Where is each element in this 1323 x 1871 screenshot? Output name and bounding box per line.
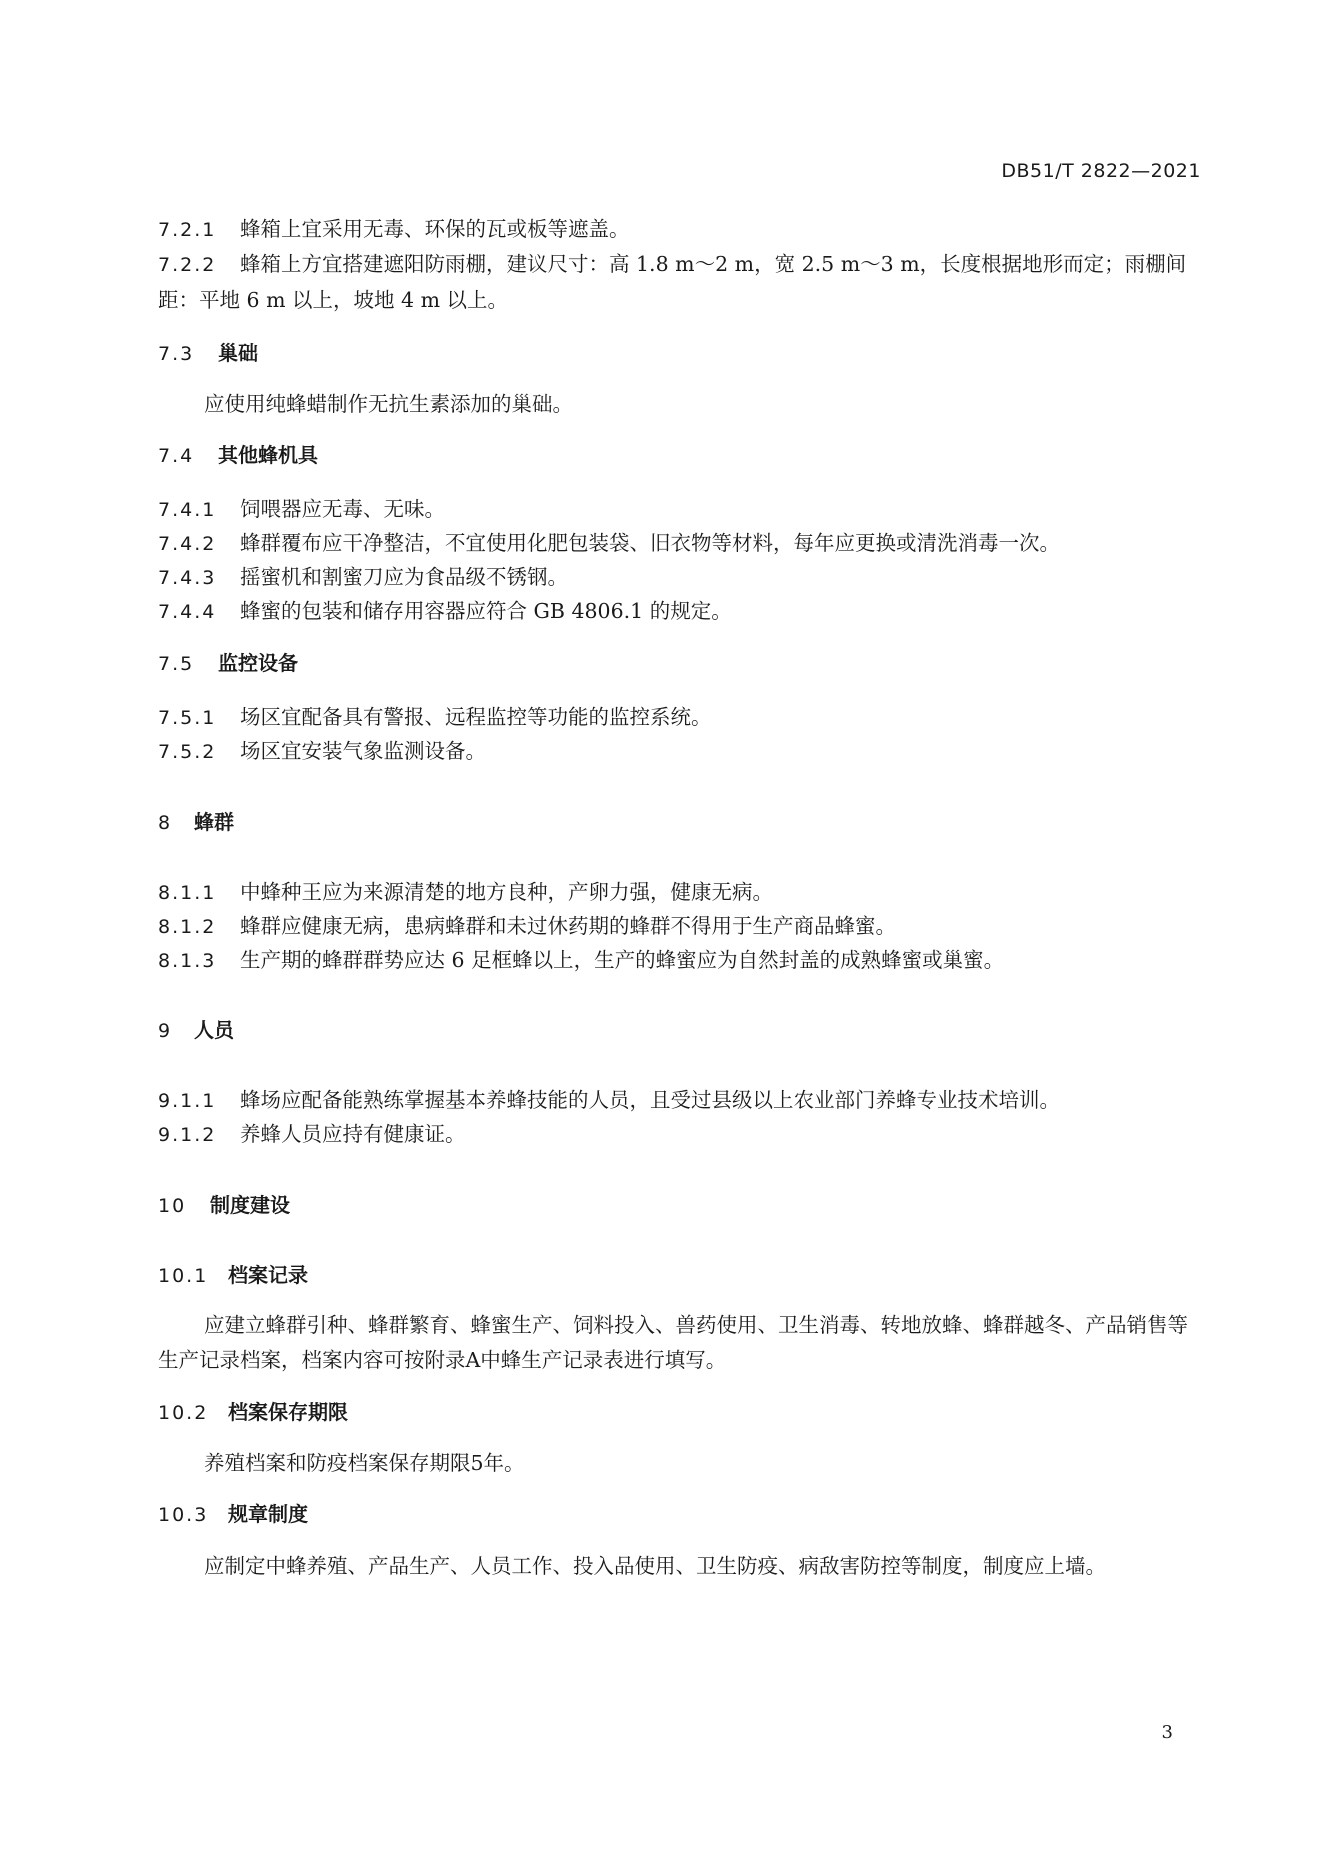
clause-7-4-3 (158, 562, 1198, 593)
clause-number: 7.4.1 (158, 499, 217, 521)
paragraph-10-2: 养殖档案和防疫档案保存期限5年。 (204, 1451, 525, 1475)
section-number: 10.3 (158, 1504, 209, 1526)
chapter-heading-10 (158, 1190, 1198, 1221)
chapter-title: 制度建设 (210, 1193, 290, 1217)
clause-9-1-2 (158, 1119, 1198, 1150)
clause-8-1-2 (158, 911, 1198, 942)
section-title: 规章制度 (228, 1502, 308, 1526)
clause-number: 8.1.3 (158, 950, 217, 972)
clause-text: 场区宜配备具有警报、远程监控等功能的监控系统。 (240, 705, 712, 729)
section-title: 监控设备 (218, 651, 298, 675)
clause-text: 生产期的蜂群群势应达 6 足框蜂以上，生产的蜂蜜应为自然封盖的成熟蜂蜜或巢蜜。 (240, 948, 1005, 972)
section-number: 10.2 (158, 1402, 209, 1424)
chapter-number: 9 (158, 1020, 173, 1042)
chapter-heading-9 (158, 1015, 1198, 1046)
section-heading-10-1 (158, 1260, 1198, 1291)
clause-7-5-2 (158, 736, 1198, 767)
section-title: 其他蜂机具 (218, 443, 318, 467)
clause-7-2-1 (158, 214, 1198, 245)
page-number: 3 (1161, 1722, 1173, 1743)
clause-8-1-1 (158, 877, 1198, 908)
clause-text: 摇蜜机和割蜜刀应为食品级不锈钢。 (240, 565, 568, 589)
clause-number: 7.5.1 (158, 707, 217, 729)
paragraph-7-3: 应使用纯蜂蜡制作无抗生素添加的巢础。 (204, 392, 573, 416)
section-heading-10-3 (158, 1499, 1198, 1530)
clause-text: 饲喂器应无毒、无味。 (240, 497, 445, 521)
clause-number: 7.4.2 (158, 533, 217, 555)
clause-number: 9.1.2 (158, 1124, 217, 1146)
clause-7-2-2 (158, 247, 1198, 318)
clause-8-1-3 (158, 945, 1198, 976)
clause-7-4-1 (158, 494, 1198, 525)
clause-text: 场区宜安装气象监测设备。 (240, 739, 486, 763)
clause-number: 7.4.3 (158, 567, 217, 589)
clause-text: 中蜂种王应为来源清楚的地方良种，产卵力强，健康无病。 (240, 880, 773, 904)
clause-text: 蜂箱上宜采用无毒、环保的瓦或板等遮盖。 (240, 217, 630, 241)
clause-7-4-4 (158, 596, 1198, 627)
section-title: 档案记录 (228, 1263, 308, 1287)
section-title: 档案保存期限 (228, 1400, 348, 1424)
paragraph-10-1: 应建立蜂群引种、蜂群繁育、蜂蜜生产、饲料投入、兽药使用、卫生消毒、转地放蜂、蜂群越冬、产品销售等生产记录档案，档案内容可按附录A中蜂生产记录表进行填写。 (158, 1313, 1188, 1372)
chapter-number: 8 (158, 812, 173, 834)
paragraph-10-3: 应制定中蜂养殖、产品生产、人员工作、投入品使用、卫生防疫、病敌害防控等制度，制度应上墙。 (204, 1554, 1106, 1578)
section-heading-10-2 (158, 1397, 1198, 1428)
clause-number: 8.1.1 (158, 882, 217, 904)
clause-number: 7.2.2 (158, 254, 217, 276)
clause-number: 7.2.1 (158, 219, 217, 241)
clause-9-1-1 (158, 1085, 1198, 1116)
clause-text: 蜂群应健康无病，患病蜂群和未过休药期的蜂群不得用于生产商品蜂蜜。 (240, 914, 896, 938)
clause-text: 养蜂人员应持有健康证。 (240, 1122, 466, 1146)
document-code: DB51/T 2822—2021 (1001, 160, 1201, 182)
clause-text: 蜂蜜的包装和储存用容器应符合 GB 4806.1 的规定。 (240, 599, 732, 623)
clause-7-4-2 (158, 528, 1198, 559)
clause-number: 8.1.2 (158, 916, 217, 938)
clause-number: 7.4.4 (158, 601, 217, 623)
clause-text: 蜂箱上方宜搭建遮阳防雨棚，建议尺寸：高 1.8 m～2 m，宽 2.5 m～3 m，长度根据地形而定；雨棚间距：平地 6 m 以上，坡地 4 m 以上。 (158, 252, 1187, 312)
section-number: 7.3 (158, 343, 195, 365)
section-number: 7.4 (158, 445, 195, 467)
section-number: 7.5 (158, 653, 195, 675)
clause-number: 9.1.1 (158, 1090, 217, 1112)
chapter-title: 蜂群 (194, 810, 234, 834)
section-title: 巢础 (218, 341, 258, 365)
chapter-heading-8 (158, 807, 1198, 838)
clause-number: 7.5.2 (158, 741, 217, 763)
chapter-number: 10 (158, 1195, 187, 1217)
section-heading-7-3 (158, 338, 1198, 369)
section-heading-7-5 (158, 648, 1198, 679)
clause-7-5-1 (158, 702, 1198, 733)
clause-text: 蜂场应配备能熟练掌握基本养蜂技能的人员，且受过县级以上农业部门养蜂专业技术培训。 (240, 1088, 1060, 1112)
chapter-title: 人员 (194, 1018, 234, 1042)
clause-text: 蜂群覆布应干净整洁，不宜使用化肥包装袋、旧衣物等材料，每年应更换或清洗消毒一次。 (240, 531, 1060, 555)
section-number: 10.1 (158, 1265, 209, 1287)
section-heading-7-4 (158, 440, 1198, 471)
